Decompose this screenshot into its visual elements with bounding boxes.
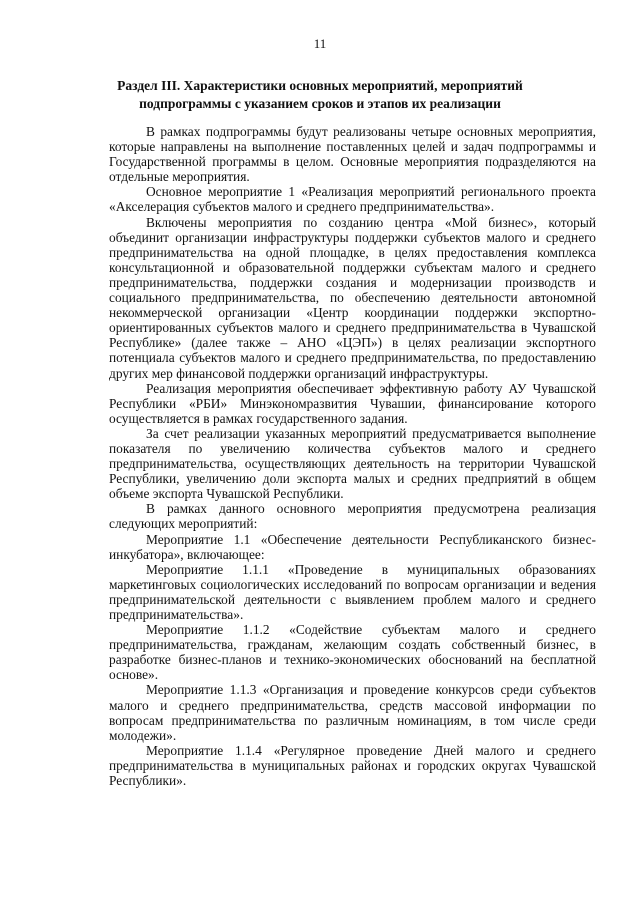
section-title: Раздел III. Характеристики основных мероприятий, мероприятий подпрограммы с указанием сроков и этапов их реализации [117, 78, 523, 111]
paragraph: Мероприятие 1.1.2 «Содействие субъектам малого и среднего предпринимательства, гражданам, желающим создать собственный бизнес, в разработке бизнес-планов и технико-экономических обоснований на бесплатной основе». [109, 622, 596, 683]
paragraph: Основное мероприятие 1 «Реализация мероприятий регионального проекта «Акселерация субъектов малого и среднего предпринимательства». [109, 184, 596, 215]
paragraph: Мероприятие 1.1.4 «Регулярное проведение Дней малого и среднего предпринимательства в муниципальных районах и городских округах Чувашской Республики». [109, 742, 596, 789]
page-number: 11 [313, 36, 327, 51]
paragraph: В рамках подпрограммы будут реализованы четыре основных мероприятия, которые направлены на выполнение поставленных целей и задач подпрограммы и Государственной программы в целом. Основные мероприятия подразделяются на отдельные мероприятия. [109, 124, 596, 185]
paragraph: Мероприятие 1.1 «Обеспечение деятельности Республиканского бизнес-инкубатора», включающее: [109, 531, 596, 562]
paragraph: За счет реализации указанных мероприятий предусматривается выполнение показателя по увеличению количества субъектов малого и среднего предпринимательства, осуществляющих деятельность на территории Чувашской Республики, увеличению доли экспорта малых и средних предприятий в общем объеме экспорта Чувашской Республики. [109, 425, 596, 502]
paragraph: Мероприятие 1.1.1 «Проведение в муниципальных образованиях маркетинговых социологических исследований по вопросам организации и ведения предпринимательской деятельности с выявлением проблем малого и среднего предпринимательства». [109, 561, 596, 622]
paragraph: Реализация мероприятия обеспечивает эффективную работу АУ Чувашской Республики «РБИ» Минэкономразвития Чувашии, финансирование которого осуществляется в рамках государственного задания. [109, 380, 596, 426]
paragraph: В рамках данного основного мероприятия предусмотрена реализация следующих мероприятий: [109, 501, 596, 532]
paragraph: Мероприятие 1.1.3 «Организация и проведение конкурсов среди субъектов малого и среднего предпринимательства, средств массовой информации по вопросам предпринимательства по различным номинациям, в том числе среди молодежи». [109, 682, 596, 743]
document-body [109, 124, 596, 788]
paragraph: Включены мероприятия по созданию центра «Мой бизнес», который объединит организации инфраструктуры поддержки субъектов малого и среднего предпринимательства на одной площадке, в целях предоставления комплекса консультационной и образовательной поддержки субъектам малого и среднего предпринимательства, поддержки создания и модернизации производств и социального предпринимательства, по обеспечению деятельности автономной некоммерческой организации «Центр координации поддержки экспортно-ориентированных субъектов малого и среднего предпринимательства в Чувашской Республике» (далее также – АНО «ЦЭП») в целях реализации экспортного потенциала субъектов малого и среднего предпринимательства, по предоставлению других мер финансовой поддержки организаций инфраструктуры. [109, 214, 596, 381]
